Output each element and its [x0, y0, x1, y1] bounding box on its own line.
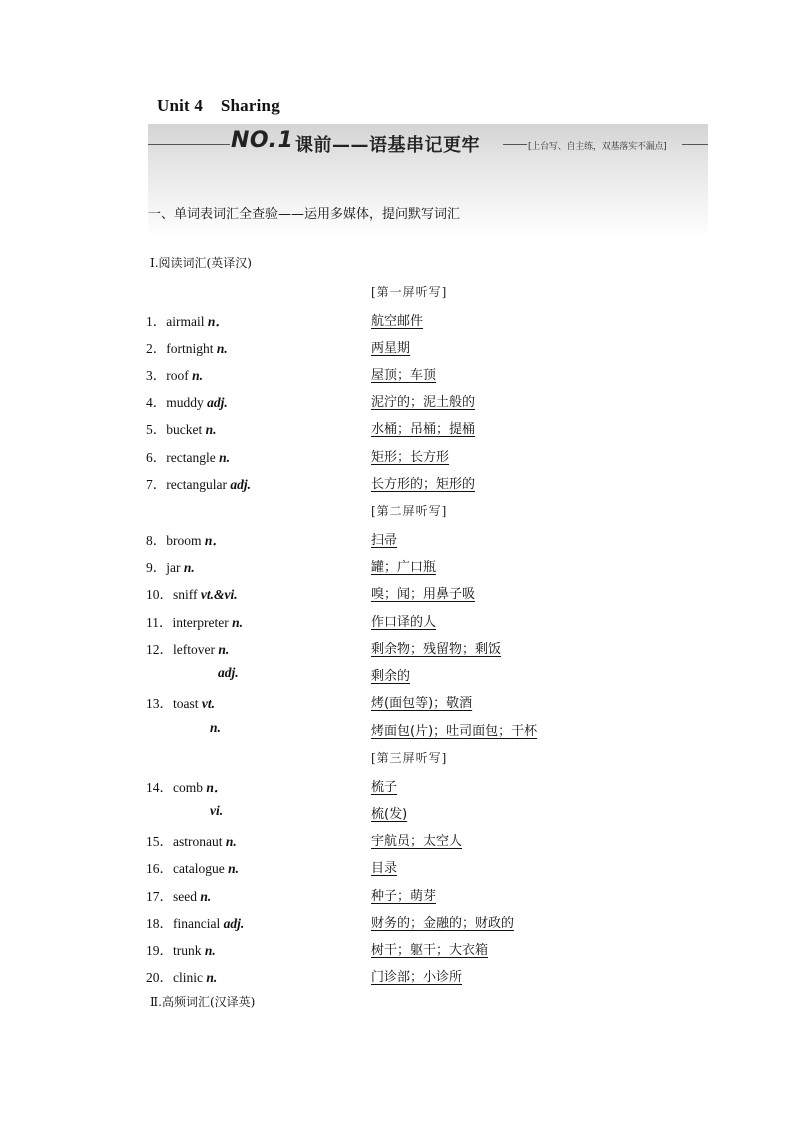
english-word: astronaut: [173, 834, 223, 849]
vocab-term: [146, 966, 217, 986]
chinese-meaning: 梳子: [371, 780, 398, 795]
high-freq-vocab-heading: Ⅱ.高频词汇(汉译英): [150, 995, 256, 1009]
chinese-meaning: 扫帚: [371, 533, 398, 548]
chinese-meaning: 烤面包(片)；吐司面包；干杯: [371, 724, 538, 739]
screen-label-3: [第三屏听写]: [371, 751, 448, 765]
part-of-speech: n．: [206, 780, 228, 795]
chinese-meaning: 矩形；长方形: [371, 450, 450, 465]
chinese-meaning: 宇航员；太空人: [371, 834, 463, 849]
english-word: seed: [173, 889, 197, 904]
screen-label-2: [第二屏听写]: [371, 504, 448, 518]
vocab-term: [146, 391, 228, 411]
entry-number: 13．: [146, 696, 173, 711]
chinese-meaning: 门诊部；小诊所: [371, 970, 463, 985]
chinese-meaning: 水桶；吊桶；提桶: [371, 422, 476, 437]
chinese-meaning: 梳(发): [371, 807, 408, 822]
entry-number: 18．: [146, 916, 173, 931]
chinese-meaning: 屋顶；车顶: [371, 368, 437, 383]
part-of-speech: n.: [218, 642, 230, 657]
vocab-term: [146, 776, 227, 796]
entry-number: 16．: [146, 861, 173, 876]
entry-number: 17．: [146, 889, 173, 904]
vocab-term: [146, 529, 226, 549]
english-word: catalogue: [173, 861, 225, 876]
english-word: rectangle: [166, 450, 216, 465]
part-of-speech: n.: [183, 560, 195, 575]
english-word: sniff: [173, 587, 198, 602]
entry-number: 20．: [146, 970, 173, 985]
part-of-speech: adj.: [207, 395, 228, 410]
vocab-term: [146, 830, 237, 850]
english-word: trunk: [173, 943, 202, 958]
entry-number: 2．: [146, 341, 167, 356]
part-of-speech: n.: [206, 970, 218, 985]
chinese-meaning: 嗅；闻；用鼻子吸: [371, 587, 476, 602]
banner-subtitle: [上台写、自主练，双基落实不漏点]: [528, 142, 667, 152]
part-of-speech: n.: [200, 889, 212, 904]
vocab-term: [146, 473, 251, 493]
english-word: airmail: [166, 314, 205, 329]
chinese-meaning: 罐；广口瓶: [371, 560, 437, 575]
chinese-meaning: 剩余的: [371, 669, 411, 684]
part-of-speech: vt.&vi.: [200, 587, 238, 602]
vocab-term: [146, 337, 228, 357]
vocab-term: [146, 611, 243, 631]
banner-rule-mid: [503, 144, 527, 145]
vocab-term: [146, 418, 217, 438]
entry-number: 15．: [146, 834, 173, 849]
banner-rule-left: [148, 144, 230, 145]
unit-title: Unit 4 Sharing: [157, 96, 280, 115]
chinese-meaning: 种子；萌芽: [371, 889, 437, 904]
entry-number: 1．: [146, 314, 167, 329]
english-word: fortnight: [166, 341, 214, 356]
part-of-speech: n.: [219, 450, 230, 465]
english-word: interpreter: [172, 615, 229, 630]
english-word: muddy: [166, 395, 204, 410]
vocab-term: [146, 912, 244, 932]
vocab-term: [146, 310, 229, 330]
english-word: rectangular: [166, 477, 227, 492]
entry-number: 11．: [146, 615, 173, 630]
entry-number: 14．: [146, 780, 173, 795]
chinese-meaning: 作口译的人: [371, 615, 437, 630]
entry-number: 8．: [146, 533, 167, 548]
vocab-term: [146, 885, 211, 905]
chinese-meaning: 剩余物；残留物；剩饭: [371, 642, 502, 657]
part-of-speech: vt.: [201, 696, 215, 711]
screen-label-1: [第一屏听写]: [371, 285, 448, 299]
part-of-speech: n.: [192, 368, 204, 383]
part-of-speech: adj.: [230, 477, 251, 492]
part-of-speech: n.: [232, 615, 243, 630]
english-word: comb: [173, 780, 203, 795]
part-of-speech: n．: [204, 533, 226, 548]
entry-number: 12．: [146, 642, 173, 657]
entry-number: 9．: [146, 560, 167, 575]
part-of-speech: n．: [207, 314, 229, 329]
part-of-speech: n.: [205, 422, 217, 437]
part-of-speech: adj.: [218, 665, 239, 680]
chinese-meaning: 树干；躯干；大衣箱: [371, 943, 489, 958]
chinese-meaning: 烤(面包等)；敬酒: [371, 696, 473, 711]
english-word: clinic: [173, 970, 203, 985]
vocab-term: [146, 446, 230, 466]
part-of-speech: n.: [204, 943, 216, 958]
chinese-meaning: 目录: [371, 861, 398, 876]
english-word: bucket: [166, 422, 203, 437]
english-word: jar: [166, 560, 181, 575]
part-of-speech: vi.: [210, 803, 224, 818]
entry-number: 19．: [146, 943, 173, 958]
english-word: roof: [166, 368, 189, 383]
part-of-speech: n.: [210, 720, 221, 735]
banner-rule-right: [682, 144, 708, 145]
part-of-speech: n.: [228, 861, 239, 876]
vocab-term: [146, 857, 239, 877]
chinese-meaning: 航空邮件: [371, 314, 424, 329]
chinese-meaning: 泥泞的；泥土般的: [371, 395, 476, 410]
vocab-term: [146, 364, 203, 384]
vocab-term: [146, 556, 195, 576]
chinese-meaning: 两星期: [371, 341, 411, 356]
english-word: leftover: [173, 642, 215, 657]
chinese-meaning: 财务的；金融的；财政的: [371, 916, 515, 931]
vocab-term: [146, 583, 238, 603]
entry-number: 5．: [146, 422, 167, 437]
english-word: broom: [166, 533, 202, 548]
english-word: financial: [173, 916, 221, 931]
vocab-term: [146, 939, 216, 959]
vocab-term: [146, 638, 229, 658]
part-of-speech: n.: [216, 341, 228, 356]
banner-number: NO.1: [231, 128, 294, 153]
entry-number: 4．: [146, 395, 167, 410]
banner-title: 课前——语基串记更牢: [295, 135, 480, 156]
part-of-speech: adj.: [223, 916, 245, 931]
part-of-speech: n.: [225, 834, 237, 849]
chinese-meaning: 长方形的；矩形的: [371, 477, 476, 492]
entry-number: 10．: [146, 587, 173, 602]
entry-number: 3．: [146, 368, 167, 383]
reading-vocab-heading: Ⅰ.阅读词汇(英译汉): [150, 256, 252, 270]
entry-number: 6．: [146, 450, 167, 465]
entry-number: 7．: [146, 477, 167, 492]
section-heading: 一、单词表词汇全查验——运用多媒体，提问默写词汇: [148, 207, 461, 222]
english-word: toast: [173, 696, 199, 711]
vocab-term: [146, 692, 215, 712]
